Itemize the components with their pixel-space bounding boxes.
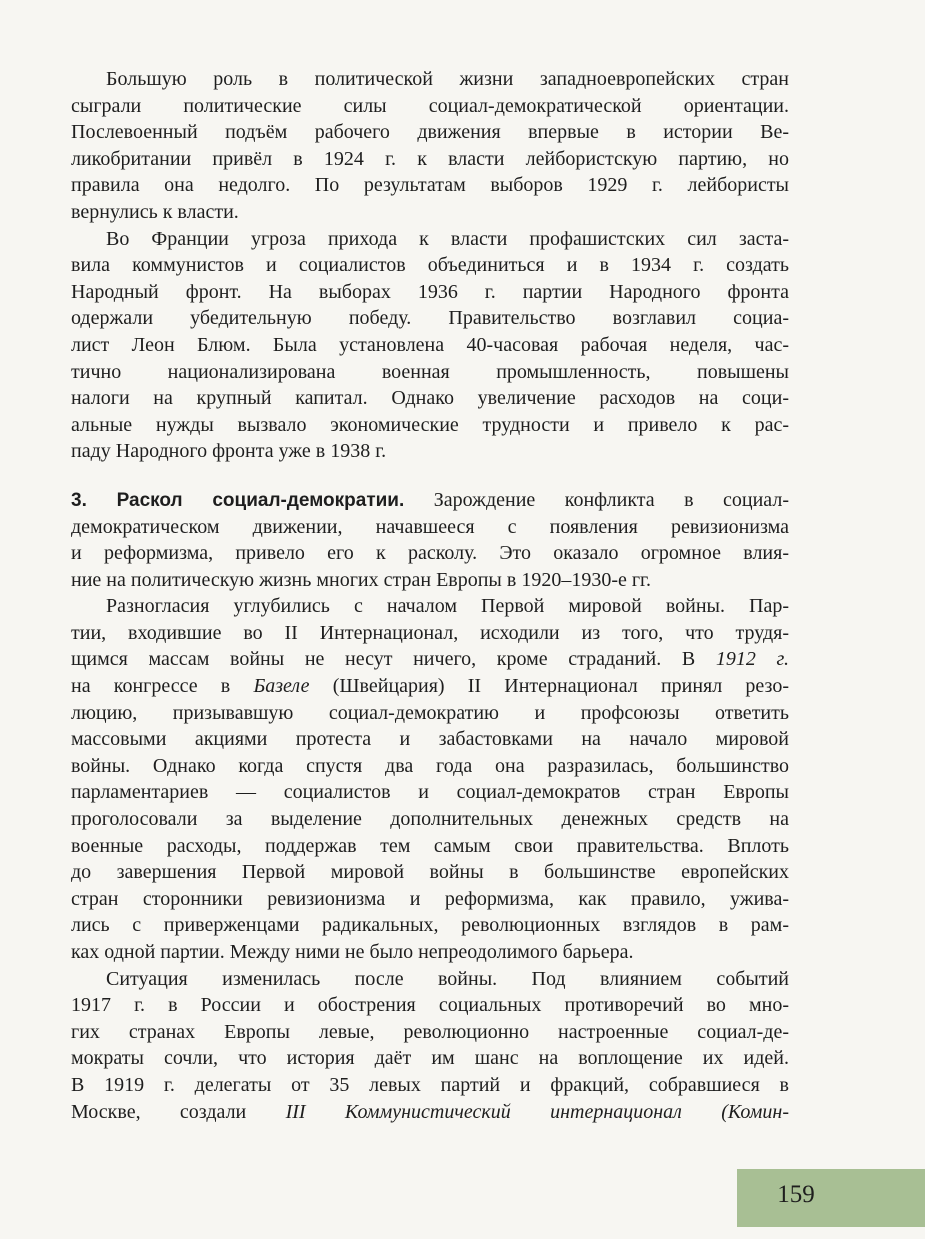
text-line: альные нужды вызвало экономические трудности и привело к рас- (71, 413, 789, 436)
text-line: ние на политическую жизнь многих стран Европы в 1920–1930-е гг. (71, 568, 651, 591)
text-line: войны. Однако когда спустя два года она разразилась, большинство (71, 754, 789, 777)
text-line (71, 646, 789, 673)
text-line: Народный фронт. На выборах 1936 г. партии Народного фронта (71, 280, 789, 303)
emphasis-date: 1912 г. (715, 648, 789, 671)
emphasis-comintern: III Коммунистический интернационал (Комин- (285, 1100, 789, 1123)
text-line: Большую роль в политической жизни западноевропейских стран (106, 68, 789, 90)
text-line: военные расходы, поддержав тем самым свои правительства. Вплоть (71, 834, 789, 857)
text-line: В 1919 г. делегаты от 35 левых партий и фракций, собравшиеся в (71, 1073, 789, 1096)
text-line: ликобритании привёл в 1924 г. к власти лейбористскую партию, но (71, 147, 789, 170)
text-line: лист Леон Блюм. Была установлена 40-часовая рабочая неделя, час- (71, 333, 789, 356)
text-line (71, 673, 789, 700)
text-segment: Зарождение конфликта в социал- (404, 488, 789, 511)
paragraph-disagreements (71, 593, 789, 965)
text-segment: (Швейцария) II Интернационал принял резо- (309, 675, 789, 698)
text-line: гих странах Европы левые, революционно настроенные социал-де- (71, 1020, 789, 1043)
text-line: сыграли политические силы социал-демократической ориентации. (71, 94, 789, 117)
text-line: лись с приверженцами радикальных, революционных взглядов в рам- (71, 914, 789, 937)
text-line: 1917 г. в России и обострения социальных противоречий во мно- (71, 994, 789, 1017)
text-line: правила она недолго. По результатам выборов 1929 г. лейбористы (71, 174, 789, 197)
text-line: Ситуация изменилась после войны. Под влиянием событий (106, 967, 789, 990)
text-line: люцию, призывавшую социал-демократию и профсоюзы ответить (71, 701, 789, 724)
text-line: паду Народного фронта уже в 1938 г. (71, 440, 387, 463)
text-line: вила коммунистов и социалистов объединиться и в 1934 г. создать (71, 254, 789, 277)
page-body (71, 66, 789, 1125)
page-number: 159 (777, 1181, 815, 1208)
text-segment: щимся массам войны не несут ничего, кроме страданий. В (71, 648, 716, 671)
text-line: и реформизма, привело его к расколу. Это оказало огромное влия- (71, 542, 789, 565)
text-line: мократы сочли, что история даёт им шанс на воплощение их идей. (71, 1047, 789, 1070)
text-line: стран сторонники ревизионизма и реформизма, как правило, ужива- (71, 887, 789, 910)
text-line: тии, входившие во II Интернационал, исходили из того, что трудя- (71, 621, 789, 644)
text-line: массовыми акциями протеста и забастовками на начало мировой (71, 728, 789, 751)
emphasis-place: Базеле (253, 675, 310, 698)
text-line: демократическом движении, начавшееся с появления ревизионизма (71, 515, 789, 538)
section-heading: 3. Раскол социал-демократии. (71, 489, 405, 511)
text-line: вернулись к власти. (71, 200, 239, 223)
text-line: Во Франции угроза прихода к власти профашистских сил заста- (106, 227, 789, 250)
paragraph-popular-front (71, 226, 789, 465)
text-line: ках одной партии. Между ними не было непреодолимого барьера. (71, 941, 634, 963)
text-line: парламентариев — социалистов и социал-демократов стран Европы (71, 781, 789, 804)
text-line: Разногласия углубились с началом Первой мировой войны. Пар- (106, 595, 789, 618)
text-line: одержали убедительную победу. Правительство возглавил социа- (71, 307, 789, 330)
text-line: тично национализирована военная промышленность, повышены (71, 360, 789, 383)
text-line (71, 1099, 789, 1126)
paragraph-labour-party (71, 66, 789, 226)
section-gap (71, 465, 789, 487)
paragraph-comintern (71, 966, 789, 1126)
text-segment: на конгрессе в (71, 675, 254, 698)
section-heading-line (71, 487, 789, 514)
text-segment: Москве, создали (71, 1100, 286, 1123)
text-line: проголосовали за выделение дополнительных денежных средств на (71, 808, 789, 831)
section-3 (71, 487, 789, 593)
text-line: Послевоенный подъём рабочего движения впервые в истории Ве- (71, 121, 789, 144)
text-line: налоги на крупный капитал. Однако увеличение расходов на соци- (71, 387, 789, 410)
text-line: до завершения Первой мировой войны в большинстве европейских (71, 861, 789, 884)
page-number-tab (737, 1169, 925, 1227)
